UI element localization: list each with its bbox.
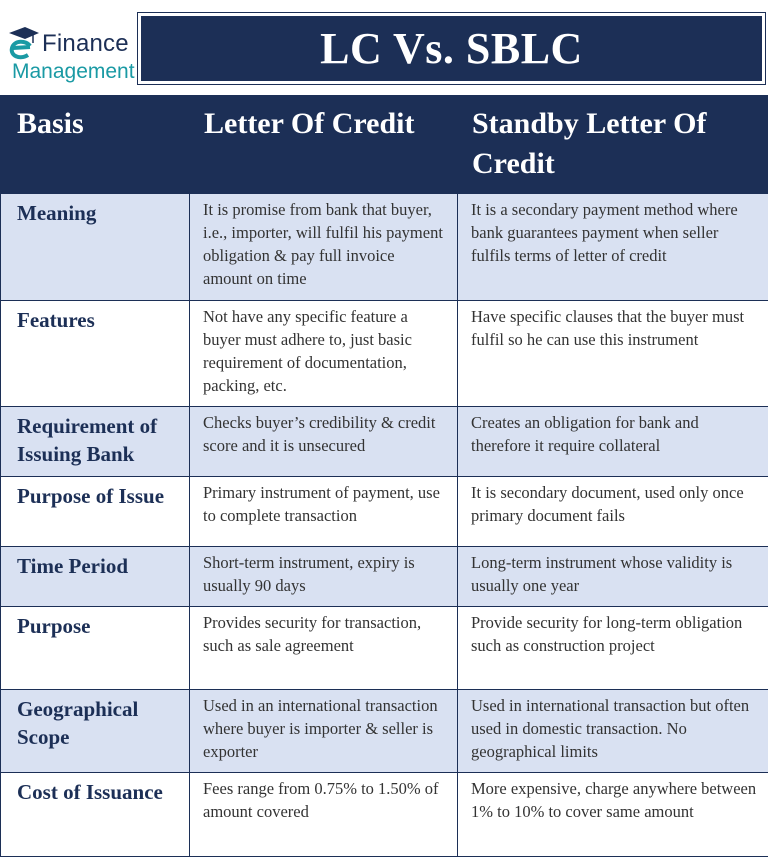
table-row — [1, 773, 768, 857]
row-lc-cell: Provides security for transaction, such as sale agreement — [190, 607, 458, 690]
row-basis: Time Period — [1, 547, 190, 607]
row-sblc-cell: More expensive, charge anywhere between 1% to 10% to cover same amount — [458, 773, 768, 857]
table-row — [1, 407, 768, 477]
table-row — [1, 477, 768, 547]
table-row — [1, 690, 768, 773]
row-basis: Meaning — [1, 194, 190, 301]
row-basis: Geographical Scope — [1, 690, 190, 773]
comparison-table — [0, 95, 768, 857]
header — [0, 0, 768, 95]
row-basis: Purpose of Issue — [1, 477, 190, 547]
table-row — [1, 607, 768, 690]
row-sblc-cell: It is secondary document, used only once primary document fails — [458, 477, 768, 547]
row-sblc-cell: Creates an obligation for bank and therefore it require collateral — [458, 407, 768, 477]
graduation-cap-e-icon — [6, 24, 40, 60]
row-sblc-cell: Used in international transaction but often used in domestic transaction. No geographical limits — [458, 690, 768, 773]
header-letter-of-credit: Letter Of Credit — [190, 96, 458, 194]
row-basis: Requirement of Issuing Bank — [1, 407, 190, 477]
row-lc-cell: Primary instrument of payment, use to complete transaction — [190, 477, 458, 547]
row-basis: Cost of Issuance — [1, 773, 190, 857]
efinance-logo[interactable] — [4, 10, 134, 88]
header-basis: Basis — [1, 96, 190, 194]
row-lc-cell: It is promise from bank that buyer, i.e., importer, will fulfil his payment obligation & pay full invoice amount on time — [190, 194, 458, 301]
logo-text-finance: Finance — [42, 30, 129, 57]
table-row — [1, 547, 768, 607]
row-basis: Purpose — [1, 607, 190, 690]
row-lc-cell: Used in an international transaction where buyer is importer & seller is exporter — [190, 690, 458, 773]
header-standby-letter-of-credit: Standby Letter Of Credit — [458, 96, 768, 194]
logo-text-management: Management — [12, 60, 135, 83]
row-lc-cell: Fees range from 0.75% to 1.50% of amount covered — [190, 773, 458, 857]
row-sblc-cell: Provide security for long-term obligation such as construction project — [458, 607, 768, 690]
row-lc-cell: Checks buyer’s credibility & credit score and it is unsecured — [190, 407, 458, 477]
row-sblc-cell: Long-term instrument whose validity is usually one year — [458, 547, 768, 607]
row-basis: Features — [1, 301, 190, 407]
page-title: LC Vs. SBLC — [320, 24, 583, 73]
row-sblc-cell: Have specific clauses that the buyer must fulfil so he can use this instrument — [458, 301, 768, 407]
row-lc-cell: Short-term instrument, expiry is usually 90 days — [190, 547, 458, 607]
row-sblc-cell: It is a secondary payment method where bank guarantees payment when seller fulfils terms of letter of credit — [458, 194, 768, 301]
table-header-row — [1, 96, 768, 194]
row-lc-cell: Not have any specific feature a buyer must adhere to, just basic requirement of documentation, packing, etc. — [190, 301, 458, 407]
table-row — [1, 301, 768, 407]
table-row — [1, 194, 768, 301]
title-banner — [138, 13, 765, 84]
